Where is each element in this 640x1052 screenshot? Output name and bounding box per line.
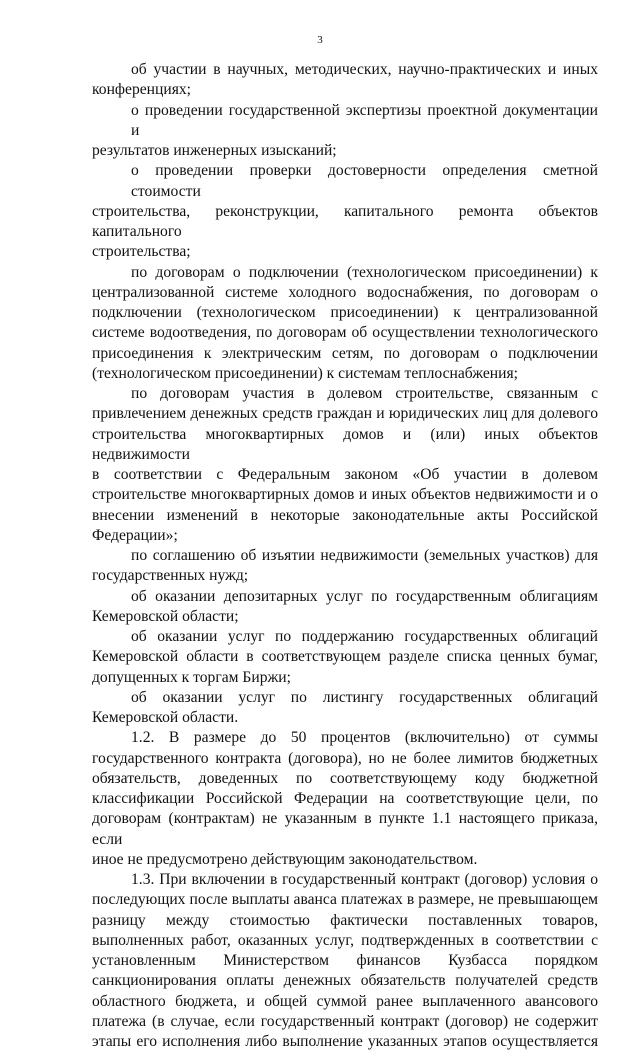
text-line: об оказании услуг по листингу государственных облигаций [131, 688, 598, 706]
text-line: результатов инженерных изысканий; [92, 142, 337, 159]
text-line: санкционирования оплаты денежных обязательств получателей средств [92, 972, 598, 990]
text-line: платежа (в случае, если государственный контракт (договор) не содержит [92, 1012, 598, 1030]
text-line: строительства многоквартирных домов и (или) иных объектов недвижимости [92, 425, 598, 463]
text-line: разницу между стоимостью фактически поставленных товаров, [92, 911, 598, 929]
paragraph [92, 60, 598, 101]
text-line: договорам (контрактам) не указанным в пункте 1.1 настоящего приказа, если [92, 810, 598, 848]
text-line: государственного контракта (договора), но не более лимитов бюджетных [92, 749, 598, 767]
text-line: по договорам участия в долевом строительстве, связанным с [131, 385, 598, 402]
text-line: присоединения к электрическим сетям, по договорам о подключении [92, 344, 598, 362]
text-line: в соответствии с Федеральным законом «Об участии в долевом [92, 466, 598, 483]
text-line: об оказании депозитарных услуг по государственным облигациям [131, 587, 598, 605]
text-line: строительства, реконструкции, капитального ремонта объектов капитального [92, 202, 598, 240]
paragraph [92, 688, 598, 729]
text-line: классификации Российской Федерации на соответствующие цели, по [92, 790, 598, 807]
text-line: строительстве многоквартирных домов и иных объектов недвижимости и о [92, 486, 598, 504]
text-line: выполненных работ, оказанных услуг, подтвержденных в соответствии с [92, 931, 598, 949]
text-line: об участии в научных, методических, научно-практических и иных [131, 61, 598, 78]
text-line: иное не предусмотрено действующим законодательством. [92, 850, 478, 868]
paragraph [92, 101, 598, 162]
text-line: о проведении проверки достоверности определения сметной стоимости [131, 162, 598, 200]
text-line: Федерации»; [92, 526, 178, 544]
page-number: 3 [317, 34, 323, 46]
paragraph [92, 546, 598, 587]
document-body [92, 60, 598, 1052]
paragraph [92, 728, 598, 870]
text-line: областного бюджета, и общей суммой ранее выплаченного авансового [92, 992, 598, 1010]
text-line: 1.3. При включении в государственный контракт (договор) условия о [131, 871, 598, 888]
paragraph [92, 384, 598, 546]
text-line: 1.2. В размере до 50 процентов (включительно) от суммы [131, 729, 598, 747]
text-line: внесении изменений в некоторые законодательные акты Российской [92, 506, 598, 524]
text-line: по соглашению об изъятии недвижимости (земельных участков) для [131, 547, 598, 564]
text-line: подключении (технологическом присоединении) к централизованной [92, 304, 598, 321]
paragraph [92, 263, 598, 385]
text-line: конференциях; [92, 81, 192, 99]
text-line: строительства; [92, 243, 191, 261]
text-line: установленным Министерством финансов Кузбасса порядком [92, 952, 598, 969]
text-line: Кемеровской области; [92, 607, 239, 625]
text-line: привлечением денежных средств граждан и юридических лиц для долевого [92, 405, 598, 423]
text-line: обязательств, доведенных по соответствующему коду бюджетной [92, 769, 598, 787]
text-line: этапы его исполнения либо выполнение указанных этапов осуществляется [92, 1033, 598, 1050]
text-line: системе водоотведения, по договорам об осуществлении технологического [92, 324, 598, 342]
paragraph [92, 587, 598, 628]
text-line: (технологическом присоединении) к системам теплоснабжения; [92, 364, 518, 382]
text-line: последующих после выплаты аванса платежах в размере, не превышающем [92, 891, 598, 909]
text-line: об оказании услуг по поддержанию государственных облигаций [131, 628, 598, 645]
text-line: государственных нужд; [92, 567, 249, 585]
text-line: Кемеровской области. [92, 709, 239, 726]
text-line: Кемеровской области в соответствующем разделе списка ценных бумаг, [92, 648, 598, 666]
text-line: централизованной системе холодного водоснабжения, по договорам о [92, 283, 598, 301]
paragraph [92, 161, 598, 262]
paragraph [92, 627, 598, 688]
text-line: допущенных к торгам Биржи; [92, 668, 291, 686]
text-line: о проведении государственной экспертизы проектной документации и [131, 101, 598, 139]
paragraph [92, 870, 598, 1052]
text-line: по договорам о подключении (технологическом присоединении) к [131, 263, 598, 281]
